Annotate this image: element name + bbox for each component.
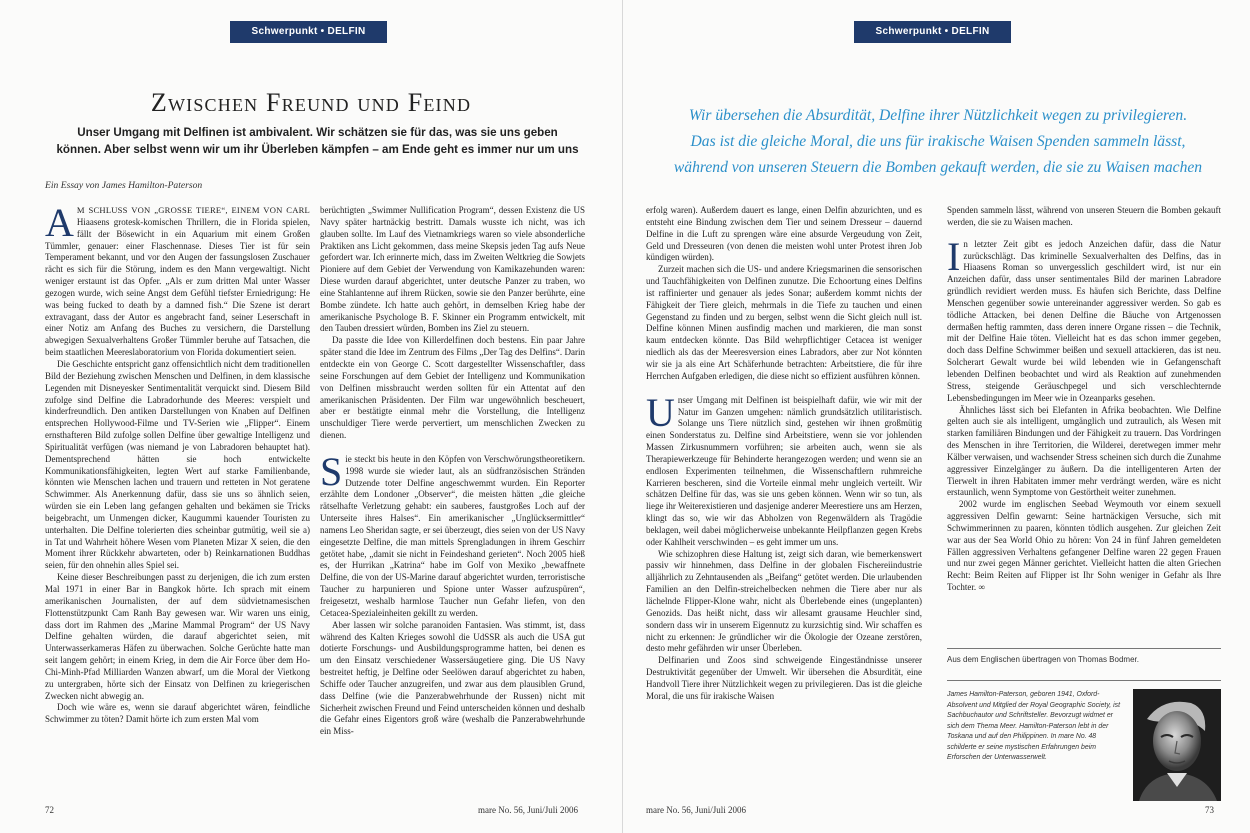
pull-quote <box>643 103 1233 181</box>
paragraph: Wie schizophren diese Haltung ist, zeigt sich daran, wie bemerkenswert passiv wir hinnehmen, dass Delfine in der globalen Fischereiindustrie alljährlich zu Zehntausenden als „Beifang“ getötet werden. Die urlaubenden Familien an den Delfin-streichelbecken nehmen die Tiere aber nur als lächelnde Flipper-Klone wahr, nicht als Überlebende eines (ungeplanten) Genozids. Das heißt nicht, dass wir allesamt grausame Heuchler sind, sondern dass wir in unserem Eigennutz zu kurzsichtig sind. Wir schaffen es nicht zu erkennen: Je gründlicher wir die Ökologie der Ozeane zerstören, desto mehr gefährden wir unser Überleben. <box>646 548 922 654</box>
section-tag: Schwerpunkt • DELFIN <box>230 21 387 43</box>
portrait-image <box>1133 689 1221 801</box>
page-number: 72 <box>45 805 54 815</box>
paragraph: Delfinarien und Zoos sind schweigende Eingeständnisse unserer Destruktivität gegenüber der Umwelt. Wir übersehen die Absurdität, eine Handvoll Tiere ihrer Nützlichkeit wegen zu privilegieren. Das ist die gleiche Moral, die uns für irakische Waisen <box>646 655 922 701</box>
section-tag: Schwerpunkt • DELFIN <box>854 21 1011 43</box>
divider <box>947 648 1221 649</box>
footer-issue: mare No. 56, Juni/Juli 2006 <box>646 805 746 815</box>
dropcap: I <box>947 233 961 279</box>
pull-quote-line: Das ist die gleiche Moral, die uns für irakische Waisen Spenden sammeln lässt, <box>690 133 1186 150</box>
pull-quote-line: Wir übersehen die Absurdität, Delfine ihrer Nützlichkeit wegen zu privilegieren. <box>688 107 1188 124</box>
text-column-3 <box>646 205 922 800</box>
author-portrait <box>1133 689 1221 801</box>
left-page <box>0 0 623 833</box>
text-column-2 <box>320 205 585 800</box>
paragraph: Ähnliches lässt sich bei Elefanten in Afrika beobachten. Wie Delfine gelten auch sie als intelligent, umgänglich und zutraulich, als Wesen mit starken familiären Bindungen und der Fähigkeit zu trauern. Das Vordringen des Menschen in ihre Territorien, die Wilderei, deretwegen immer mehr Kälber verwaisen, und wachsender Stress scheinen sich durch die Zunahme aggressiver Einzelgänger zu äußern. Da die intelligenteren Arten der Tierwelt in ihren Habitaten immer mehr verdrängt werden, wäre es nicht erstaunlich, wenn Symptome von Gestörtheit weiter zunehmen. <box>947 404 1221 498</box>
paragraph: 2002 wurde im englischen Seebad Weymouth vor einem sexuell aggressiven Delfin gewarnt: Seine hartnäckigen Versuche, sich mit Schwimmerinnen zu paaren, könnten tödlich ausgehen. Zur gleichen Zeit war aus der Sea World Ohio zu hören: Von 24 in fünf Jahren gemeldeten Fällen aggressiven Verhaltens gefangener Delfine waren 22 gegen Frauen und nur zwei gegen Männer gerichtet. Vielleicht hatten die alten Griechen Recht: Beim Reiten auf Flipper ist Ihr Sohn weniger in Gefahr als Ihre Tochter. ∞ <box>947 499 1221 593</box>
dropcap: U <box>646 389 675 435</box>
paragraph: A M SCHLUSS VON „GROSSE TIERE“, EINEM VON CARL Hiaasens grotesk-komischen Thrillern, die in Florida spielen, fällt der Bösewicht in ein Aquarium mit einem Großen Tümmler, genauer: einer Flaschennase. Dieses Tier ist für sein Temperament bekannt, und vor den Augen der fassungslosen Zuschauer rächt es sich für die Störung, indem es den Mann vergewaltigt. Nicht weniger erstaunt ist das Opfer. „Als er zum dritten Mal unter Wasser gezogen wurde, wich seine Angst dem Gefühl tiefster Erniedrigung: He was being fucked to death by a damned fish.“ Die Szene ist derart extravagant, dass der Autor es angebracht fand, seiner Leserschaft in einer Notiz am Anfang des Buches zu versichern, die Darstellung abwegigen Sexualverhaltens Großer Tümmler beruhe auf Tatsachen, die beim staatlichen Meereslaboratorium von Florida dokumentiert seien. <box>45 205 310 358</box>
paragraph: berüchtigten „Swimmer Nullification Program“, dessen Existenz die US Navy später hartnäckig bestritt. Damals wusste ich nicht, was ich glauben sollte. Im Lauf des Vietnamkriegs waren so viele absonderliche Praktiken ans Licht gekommen, dass meine Skepsis jeden Tag aufs Neue gefordert war. Ich erinnerte mich, dass im Zweiten Weltkrieg die Sowjets Pioniere auf dem Gebiet der Verwendung von Kamikazehunden waren: Diese wurden darauf abgerichtet, unter deutsche Panzer zu traben, wo eine Stahlantenne auf ihrem Rücken, sowie sie den Panzer berührte, eine Bombe zündete. Ich hatte auch gehört, in demselben Krieg habe der amerikanische Psychologe B. F. Skinner ein Programm entwickelt, mit den Tauben dressiert würden, Bomben ins Ziel zu steuern. <box>320 205 585 334</box>
paragraph: Unser Umgang mit Delfinen ist beispielhaft dafür, wie wir mit der Natur im Ganzen umgehen: nämlich grundsätzlich utilitaristisch. Solange uns Tiere nützlich sind, gestehen wir ihnen großmütig einen Sonderstatus zu. Delfine sind Arbeitstiere, wenn sie vor johlenden Massen Zirkusnummern vorführen; sie arbeiten auch, wenn sie als Therapiewerkzeuge für Behinderte herangezogen werden; und wenn sie an endlosen Experimenten teilnehmen, die Wissenschaftlern ruhmreiche Karrieren bescheren, sind die Vorteile einmal mehr ungleich verteilt. Wir schätzen Delfine für das, was sie uns geben können. Wenn wir so tun, als liege ihr Weiterexistieren und dasjenige anderer Meerestiere uns am Herzen, klingt das so, wie wir das Abholzen von Regenwäldern als Tragödie beklagen, weil dabei möglicherweise unbekannte Heilpflanzen gegen Krebs oder Kahlheit verschwinden – es geht immer um uns. <box>646 389 922 547</box>
paragraph: Keine dieser Beschreibungen passt zu derjenigen, die ich zum ersten Mal 1971 in einer Bar in Bangkok hörte. Ich sprach mit einem amerikanischen Journalisten, der auf dem südvietnamesischen Flottenstützpunkt Cam Ranh Bay gewesen war. Wir waren uns einig, dass dort im Rahmen des „Marine Mammal Program“ der US Navy Delfine gehalten würden, die darauf abgerichtet seien, mit Unterwasserkameras Häfen zu überwachen. Solche Gerüchte hatte man seit langem gehört; in einem Krieg, in dem die Air Force über dem Ho-Chi-Minh-Pfad Milliarden Wanzen abwarf, um die Moral der Vietkong zu untergraben, hörte sich der Einsatz von Delfinen zu kriegerischen Zwecken nicht abwegig an. <box>45 572 310 701</box>
dropcap: S <box>320 448 343 494</box>
page-number: 73 <box>1205 805 1214 815</box>
divider <box>947 680 1221 681</box>
lead-in: M SCHLUSS VON „GROSSE TIERE“, EINEM VON CARL <box>76 205 310 215</box>
pull-quote-line: während von unseren Steuern die Bomben gekauft werden, die sie zu Waisen machen <box>673 159 1203 176</box>
paragraph: Zurzeit machen sich die US- und andere Kriegsmarinen die sensorischen und Tauchfähigkeiten von Delfinen zunutze. Die Echoortung eines Delfins ist raffinierter und genauer als jedes Sonar; außerdem kommt nichts der Fähigkeit der Tiere gleich, mehrmals in die Tiefe zu tauchen und einen Gegenstand zu finden und zu bergen, selbst wenn die Sicht gleich null ist. Delfine können Minen ausfindig machen und markieren, die man sonst kaum entdecken könnte. Das Bild wehrpflichtiger Cetacea ist weniger niedlich als das der Meeresversion eines Labradors, aber zur Not könnten wir sie ja als eine Art Schäferhunde betrachten: Arbeitstiere, die für ihre Herrchen Aufgaben erledigen, die diese nicht so effizient ausführen können. <box>646 264 922 381</box>
text-column-4 <box>947 205 1221 645</box>
translation-credit: Aus dem Englischen übertragen von Thomas Bodmer. <box>947 655 1139 664</box>
paragraph: Da passte die Idee von Killerdelfinen doch bestens. Ein paar Jahre später stand die Idee im Zentrum des Films „Der Tag des Delfins“. Darin entdeckte ein von George C. Scott dargestellter Wissenschaftler, dass seine Forschungen auf dem Gebiet der Intelligenz und Kommunikation von Delfinen missbraucht werden sollten für ein Attentat auf den amerikanischen Präsidenten. Der Film war ungewöhnlich bescheuert, aber er bestätigte einmal mehr die Vorstellung, die Intelligenz unschuldiger Tiere werde pervertiert, um menschlichen Zwecken zu dienen. <box>320 335 585 441</box>
paragraph: Aber lassen wir solche paranoiden Fantasien. Was stimmt, ist, dass während des Kalten Krieges sowohl die UdSSR als auch die USA gut dotierte Forschungs- und Ausbildungsprogramme hatten, bei denen es um den Einsatz verschiedener Wassersäugetiere ging. Die US Navy bestreitet heftig, je Delfine oder Seelöwen darauf abgerichtet zu haben, Schiffe oder Taucher anzugreifen, und zwar aus dem plausiblen Grund, dass Delfine (wie die Panzerabwehrhunde der Russen) nicht mit Sicherheit zwischen Freund und Feind unterscheiden können und deshalb die Gefahr eines Eigentors groß wäre (weshalb die Panzerabwehrhunde ein Miss- <box>320 619 585 737</box>
dropcap: A <box>45 205 74 245</box>
author-bio: James Hamilton-Paterson, geboren 1941, Oxford-Absolvent und Mitglied der Royal Geographic Society, ist Sachbuchautor und Schriftsteller. Bevorzugt widmet er sich dem Thema Meer. Hamilton-Paterson lebt in der Toskana und auf den Philippinen. In mare No. 48 schilderte er seine mystischen Erfahrungen beim Erforschen der Unterwasserwelt. <box>947 691 1120 761</box>
paragraph: erfolg waren). Außerdem dauert es lange, einen Delfin abzurichten, und es entsteht eine Bindung zwischen dem Tier und seinem Dresseur – dauernd Delfine in die Luft zu sprengen wäre eine absurde Vergeudung von Zeit, Geld und Dresseuren (von denen die meisten wohl unter Protest ihren Job kündigen würden). <box>646 205 922 263</box>
paragraph: Doch wie wäre es, wenn sie darauf abgerichtet wären, feindliche Schwimmer zu töten? Damit hörte ich zum ersten Mal vom <box>45 702 310 725</box>
paragraph: Spenden sammeln lässt, während von unseren Steuern die Bomben gekauft werden, die sie zu Waisen machen. <box>947 205 1221 227</box>
paragraph: Die Geschichte entspricht ganz offensichtlich nicht dem traditionellen Bild der Beziehung zwischen Menschen und Delfinen, in dem klassische Legenden mit Disneyesker Sentimentalität verquickt sind. Diesem Bild zufolge sind Delfine die Labradorhunde des Meeres: verspielt und kinderfreundlich. Den antiken Darstellungen von Knaben auf Delfinen entsprechen Hollywood-Filme und TV-Serien wie „Flipper“. Einem ernsthafteren Bild zufolge sollen Delfine über gewaltige Intelligenz und Spiritualität verfügen (was niemand je von Labradoren behauptet hat). Dementsprechend hätten sie hoch entwickelte Kommunikationsfähigkeiten, legten Wert auf starke Familienbande, könnten wie Menschen lachen und trauern und retteten in Not geratene Schwimmer. Als Anerkennung dafür, dass sie uns so ähnlich seien, würden sie ein Leben lang gefangen gehalten und bekämen sie Tricks beigebracht, um Unmengen dicker, Kaugummi kauender Touristen zu unterhalten. Die Delfine tolerierten dies scheinbar gutmütig, weil sie a) in Tat und Wahrheit höhere Wesen vom Planeten Mizar X seien, die den Moment ihrer Rückkehr abwarteten, oder b) Reinkarnationen Buddhas seien, für den ohnehin alles Spiel sei. <box>45 358 310 571</box>
article-subtitle: Unser Umgang mit Delfinen ist ambivalent. Wir schätzen sie für das, was sie uns geben können. Aber selbst wenn wir um ihr Überleben kämpfen – am Ende geht es immer nur um uns <box>56 126 579 156</box>
footer-issue: mare No. 56, Juni/Juli 2006 <box>478 805 578 815</box>
text-column-1 <box>45 205 310 800</box>
paragraph: In letzter Zeit gibt es jedoch Anzeichen dafür, dass die Natur zurückschlägt. Das kriminelle Sexualverhalten des Delfins, das in Hiaasens Roman so unvergesslich geschildert wird, ist nur ein Anzeichen dafür, dass unser sentimentales Bild der marinen Labradore gründlich revidiert werden muss. Es häufen sich Berichte, dass Delfine Menschen gegenüber sowie untereinander aggressiver werden. So gab es tödliche Attacken, bei denen Delfine die Bäuche von Artgenossen dermaßen heftig rammten, dass deren innere Organe rissen – die Technik, mit der Delfine Haie töten. Vielleicht hat es das schon immer gegeben, doch dass Delfine Schwimmer beißen und sexuell attackieren, das ist neu. Solcherart Gewalt wurde bei wild lebenden wie in Gefangenschaft lebenden Delfinen beobachtet und wird als Reaktion auf zunehmenden Stress, steigende Geräuschpegel und sich verschlechternde Lebensbedingungen im Meer wie in Ozeanparks gesehen. <box>947 233 1221 403</box>
paragraph: Sie steckt bis heute in den Köpfen von Verschwörungstheoretikern. 1998 wurde sie wieder laut, als an südfranzösischen Stränden Dutzende toter Delfine angeschwemmt wurden. Ein Reporter erzählte dem Londoner „Observer“, die meisten hätten „die gleiche rätselhafte Verletzung gehabt: ein sauberes, faustgroßes Loch auf der Unterseite ihres Halses“. Ein amerikanischer „Unglücksermittler“ namens Leo Sheridan sagte, er sei überzeugt, dies seien von der US Navy eingesetzte Delfine, die man mittels Sprengladungen in ihrem Geschirr getötet habe, „damit sie nicht in Feindeshand gerieten“. Noch 2005 hieß es, der Hurrikan „Katrina“ habe im Golf von Mexiko „bewaffnete Delfine, die von der US-Marine darauf abgerichtet wurden, terroristische Taucher zu harpunieren und Spione unter Wasser aufzuspüren“, freigesetzt, weshalb harmlose Taucher nun Gefahr liefen, von den Cetacea-Spezialeinheiten gekillt zu werden. <box>320 448 585 618</box>
byline: Ein Essay von James Hamilton-Paterson <box>45 180 203 191</box>
article-title: Zwischen Freund und Feind <box>150 88 472 117</box>
right-page <box>623 0 1250 833</box>
end-mark-icon: ∞ <box>978 582 985 593</box>
